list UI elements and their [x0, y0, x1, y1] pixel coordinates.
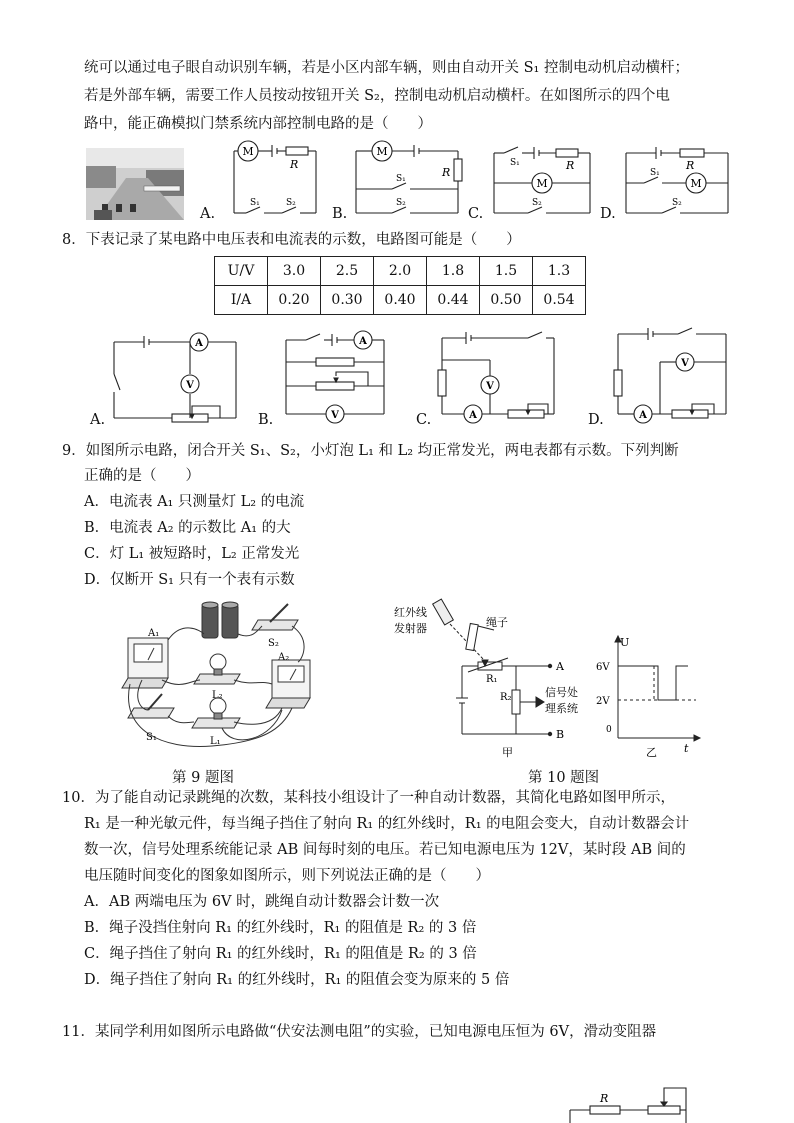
q10-emitter-label: 红外线: [394, 606, 427, 619]
q7a-s2: S₂: [286, 198, 296, 208]
q10-u-label: U: [620, 636, 630, 649]
q7-line-3: 路中，能正确模拟门禁系统内部控制电路的是（ ）: [84, 116, 432, 132]
q10-signal-label-2: 理系统: [545, 702, 578, 715]
q7c-s2: S₂: [532, 198, 542, 208]
gate-photo: [86, 148, 184, 220]
q9-option-d: D．仅断开 S₁ 只有一个表有示数: [84, 572, 295, 588]
q9-option-c: C．灯 L₁ 被短路时，L₂ 正常发光: [84, 546, 300, 562]
q11-line-1: 11．某同学利用如图所示电路做“伏安法测电阻”的实验，已知电源电压恒为 6V，滑动变阻器: [62, 1024, 657, 1040]
q7b-s2: S₂: [396, 198, 406, 208]
q10-rope-label: 绳子: [486, 616, 508, 629]
q8d-voltmeter: V: [681, 358, 689, 369]
q7b-r: R: [442, 166, 451, 179]
q8c-ammeter: A: [469, 410, 477, 421]
table-cell: 2.0: [374, 257, 427, 286]
q9-a2-label: A₂: [278, 652, 290, 663]
table-cell: 1.3: [533, 257, 586, 286]
q8-opt-c: C.: [416, 412, 432, 428]
q7-line-1: 统可以通过电子眼自动识别车辆，若是小区内部车辆，则由自动开关 S₁ 控制电动机启动横杆；: [84, 60, 689, 76]
q7d-motor: M: [690, 177, 702, 190]
table-cell: I/A: [215, 286, 268, 315]
table-row: [215, 286, 586, 315]
q9-line-1: 9．如图所示电路，闭合开关 S₁、S₂，小灯泡 L₁ 和 L₂ 均正常发光，两电表都有示数。下列判断: [62, 443, 679, 459]
q7-circuit-b: [352, 143, 467, 218]
q10-b-label: B: [556, 728, 565, 741]
q9-option-a: A．电流表 A₁ 只测量灯 L₂ 的电流: [84, 494, 305, 510]
q9-caption: 第 9 题图: [172, 770, 234, 786]
q10-line-4: 电压随时间变化的图象如图所示，则下列说法正确的是（ ）: [84, 868, 490, 884]
q8-circuit-a: [110, 330, 245, 425]
table-cell: U/V: [215, 257, 268, 286]
q8-stem: 8．下表记录了某电路中电压表和电流表的示数，电路图可能是（ ）: [62, 232, 521, 248]
q7b-motor: M: [376, 145, 388, 158]
q7-circuit-d: [622, 143, 734, 218]
q8a-voltmeter: V: [186, 380, 194, 391]
q7a-r: R: [290, 158, 299, 171]
q7a-motor: M: [242, 145, 254, 158]
q8b-ammeter: A: [359, 336, 367, 347]
q10-r2-label: R₂: [500, 692, 512, 703]
q9-l1-label: L₁: [210, 736, 221, 747]
q9-option-b: B．电流表 A₂ 的示数比 A₁ 的大: [84, 520, 291, 536]
q8-opt-d: D.: [588, 412, 604, 428]
q10-r1-label: R₁: [486, 674, 498, 685]
table-cell: 1.8: [427, 257, 480, 286]
q11-r-label: R: [600, 1092, 609, 1105]
q10-6v-label: 6V: [596, 662, 610, 673]
table-cell: 2.5: [321, 257, 374, 286]
q10-t-label: t: [684, 742, 689, 755]
q10-jia-label: 甲: [502, 746, 513, 759]
table-cell: 0.50: [480, 286, 533, 315]
table-cell: 0.20: [268, 286, 321, 315]
q9-a1-label: A₁: [148, 628, 160, 639]
q10-option-b: B．绳子没挡住射向 R₁ 的红外线时，R₁ 的阻值是 R₂ 的 3 倍: [84, 920, 477, 936]
q7-opt-d: D.: [600, 206, 616, 222]
q8-circuit-d: [610, 322, 732, 426]
q7d-s2: S₂: [672, 198, 682, 208]
table-cell: 0.44: [427, 286, 480, 315]
q10-2v-label: 2V: [596, 696, 610, 707]
table-cell: 0.30: [321, 286, 374, 315]
q7a-s1: S₁: [250, 198, 260, 208]
q9-figure: [122, 600, 322, 760]
q10-caption: 第 10 题图: [528, 770, 600, 786]
q8d-ammeter: A: [639, 410, 647, 421]
q8-opt-a: A.: [90, 412, 106, 428]
q10-figure-yi: [596, 634, 706, 758]
q10-figure-jia: [390, 596, 590, 759]
q8-circuit-c: [436, 326, 561, 426]
q10-option-c: C．绳子挡住了射向 R₁ 的红外线时，R₁ 的阻值是 R₂ 的 3 倍: [84, 946, 477, 962]
table-cell: 0.40: [374, 286, 427, 315]
table-row: [215, 257, 586, 286]
q7c-r: R: [566, 159, 575, 172]
q7-circuit-a: [224, 143, 324, 218]
q10-signal-label-1: 信号处: [545, 686, 578, 699]
q9-s2-label: S₂: [268, 638, 279, 649]
q8a-ammeter: A: [195, 338, 203, 349]
q7d-r: R: [686, 159, 695, 172]
q10-origin-label: 0: [606, 725, 612, 735]
q7d-s1: S₁: [650, 168, 660, 178]
q8-circuit-b: [282, 328, 392, 426]
q7-opt-b: B.: [332, 206, 348, 222]
q8-table: [214, 256, 586, 315]
q11-circuit-partial: [566, 1064, 696, 1123]
q9-s1-label: S₁: [146, 732, 157, 743]
q10-line-1: 10．为了能自动记录跳绳的次数，某科技小组设计了一种自动计数器，其简化电路如图甲所示，: [62, 790, 675, 806]
q10-line-3: 数一次，信号处理系统能记录 AB 间每时刻的电压。若已知电源电压为 12V，某时段 AB 间的: [84, 842, 686, 858]
q8b-voltmeter: V: [331, 410, 339, 421]
q9-line-2: 正确的是（ ）: [84, 468, 200, 484]
q9-l2-label: L₂: [212, 690, 223, 701]
q10-emitter-label-2: 发射器: [394, 622, 427, 635]
q7c-motor: M: [536, 177, 548, 190]
table-cell: 3.0: [268, 257, 321, 286]
q10-yi-label: 乙: [646, 746, 657, 759]
q7-circuit-c: [490, 143, 595, 218]
q10-line-2: R₁ 是一种光敏元件，每当绳子挡住了射向 R₁ 的红外线时，R₁ 的电阻会变大，自动计数器会计: [84, 816, 690, 832]
q10-option-d: D．绳子挡住了射向 R₁ 的红外线时，R₁ 的阻值会变为原来的 5 倍: [84, 972, 510, 988]
q7c-s1: S₁: [510, 158, 520, 168]
q7-line-2: 若是外部车辆，需要工作人员按动按钮开关 S₂，控制电动机启动横杆。在如图所示的四个电: [84, 88, 670, 104]
table-cell: 1.5: [480, 257, 533, 286]
q7-opt-c: C.: [468, 206, 484, 222]
q10-a-label: A: [556, 660, 564, 673]
q8-opt-b: B.: [258, 412, 274, 428]
q10-option-a: A．AB 两端电压为 6V 时，跳绳自动计数器会计数一次: [84, 894, 440, 910]
q7-opt-a: A.: [200, 206, 216, 222]
q7b-s1: S₁: [396, 174, 406, 184]
table-cell: 0.54: [533, 286, 586, 315]
q8c-voltmeter: V: [486, 381, 494, 392]
